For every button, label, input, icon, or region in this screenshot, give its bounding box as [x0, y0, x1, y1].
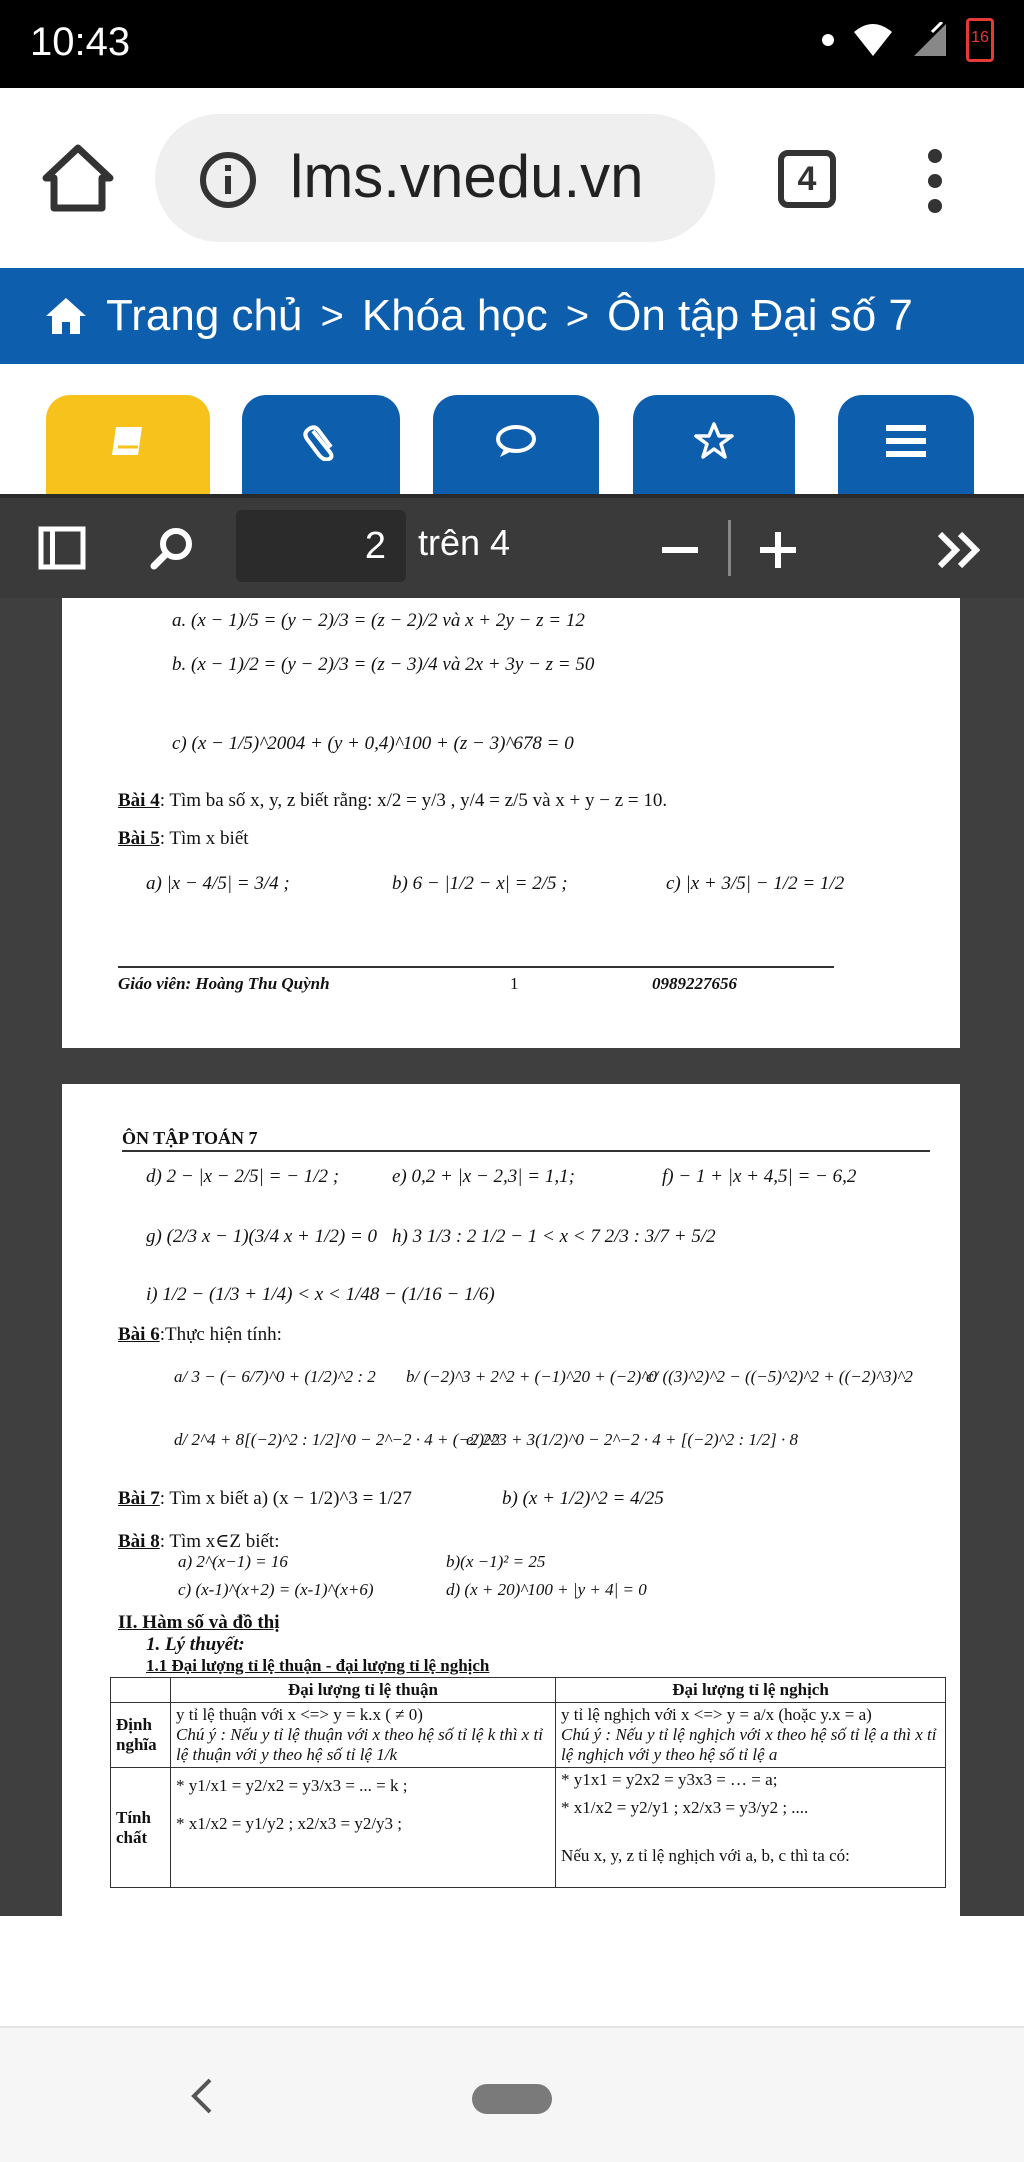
- menu-button[interactable]: [838, 395, 974, 495]
- search-icon[interactable]: [148, 524, 196, 572]
- home-button[interactable]: [40, 140, 116, 216]
- section-title: II. Hàm số và đồ thị: [118, 1612, 280, 1633]
- bai5: [118, 828, 249, 850]
- footer-line: [118, 966, 834, 968]
- info-icon[interactable]: [198, 150, 258, 210]
- bai6-label: Bài 6: [118, 1324, 160, 1345]
- menu-icon: [884, 421, 928, 461]
- notification-dot-icon: [822, 34, 834, 46]
- bai8-text: : Tìm x∈Z biết:: [159, 1531, 280, 1552]
- row-label-properties: Tính chất: [111, 1768, 171, 1888]
- status-icons: [822, 18, 994, 62]
- more-tools-icon[interactable]: [936, 530, 984, 570]
- bai6: [118, 1324, 282, 1346]
- properties-inverse-2: * x1/x2 = y2/y1 ; x2/x3 = y3/y2 ; ....: [561, 1798, 809, 1817]
- url-text[interactable]: lms.vnedu.vn: [290, 143, 644, 210]
- bai6-a: a/ 3 − (− 6/7)^0 + (1/2)^2 : 2: [174, 1367, 376, 1386]
- proportion-table: [110, 1677, 946, 1888]
- battery-level: 16: [971, 29, 989, 46]
- bai8-b: b)(x −1)² = 25: [446, 1552, 546, 1571]
- footer-phone: 0989227656: [652, 974, 737, 993]
- footer-teacher: Giáo viên: Hoàng Thu Quỳnh: [118, 974, 330, 993]
- bai7-text: : Tìm x biết a) (x − 1/2)^3 = 1/27: [159, 1488, 412, 1509]
- page-header: ÔN TẬP TOÁN 7: [122, 1128, 258, 1148]
- bai7-label: Bài 7: [118, 1488, 160, 1509]
- footer-page-number: 1: [510, 974, 519, 993]
- toolbar-divider: [728, 520, 731, 576]
- pdf-viewer[interactable]: [0, 598, 1024, 1916]
- page-footer-area: [0, 1916, 1024, 2026]
- problem-d: d) 2 − |x − 2/5| = − 1/2 ;: [146, 1166, 340, 1187]
- page-number-input[interactable]: 2: [236, 510, 406, 582]
- breadcrumb-home[interactable]: Trang chủ: [106, 291, 303, 340]
- signal-icon: [912, 22, 948, 58]
- zoom-in-icon[interactable]: [758, 530, 798, 570]
- chat-icon: [494, 421, 538, 461]
- definition-inverse: [556, 1703, 946, 1768]
- properties-direct-2: * x1/x2 = y1/y2 ; x2/x3 = y2/y3 ;: [176, 1814, 403, 1833]
- book-button[interactable]: [46, 395, 210, 495]
- breadcrumb-separator: >: [565, 293, 590, 338]
- table-header-direct: Đại lượng tỉ lệ thuận: [171, 1678, 556, 1703]
- chat-button[interactable]: [433, 395, 599, 495]
- breadcrumb-separator: >: [320, 293, 344, 338]
- bai7: [118, 1488, 412, 1510]
- properties-inverse-1: * y1x1 = y2x2 = y3x3 = … = a;: [561, 1770, 778, 1789]
- problem-i: i) 1/2 − (1/3 + 1/4) < x < 1/48 − (1/16 − 1/6): [146, 1284, 495, 1305]
- problem-c: c) (x − 1/5)^2004 + (y + 0,4)^100 + (z − 3)^678 = 0: [172, 733, 574, 754]
- bai8-label: Bài 8: [118, 1531, 160, 1552]
- problem-f: f) − 1 + |x + 4,5| = − 6,2: [662, 1166, 857, 1187]
- definition-direct-note: Chú ý : Nếu y tỉ lệ thuận với x theo hệ số tỉ lệ k thì x tỉ lệ thuận với y theo hệ số tỉ lệ 1/k: [176, 1725, 543, 1764]
- bai6-e: e/ 2^3 + 3(1/2)^0 − 2^−2 · 4 + [(−2)^2 : 1/2] · 8: [466, 1430, 799, 1449]
- definition-direct: [171, 1703, 556, 1768]
- bai6-text: :Thực hiện tính:: [159, 1324, 282, 1345]
- bai6-c: c/ ((3)^2)^2 − ((−5)^2)^2 + ((−2)^3)^2: [646, 1367, 913, 1386]
- bai5-label: Bài 5: [118, 828, 160, 849]
- properties-direct: [171, 1768, 556, 1888]
- bai8-c: c) (x-1)^(x+2) = (x-1)^(x+6): [178, 1580, 374, 1599]
- subsubsection-title: 1.1 Đại lượng tỉ lệ thuận - đại lượng tỉ lệ nghịch: [146, 1656, 490, 1675]
- tab-switcher-button[interactable]: 4: [778, 150, 836, 208]
- book-icon: [108, 421, 148, 461]
- attachment-button[interactable]: [242, 395, 400, 495]
- breadcrumb-current: Ôn tập Đại số 7: [607, 291, 913, 340]
- clock: 10:43: [30, 20, 131, 64]
- properties-inverse-3: Nếu x, y, z tỉ lệ nghịch với a, b, c thì ta có:: [561, 1846, 850, 1865]
- problem-e: e) 0,2 + |x − 2,3| = 1,1;: [392, 1166, 575, 1187]
- bai4-text: : Tìm ba số x, y, z biết rằng: x/2 = y/3 , y/4 = z/5 và x + y − z = 10.: [159, 790, 668, 811]
- problem-b: b. (x − 1)/2 = (y − 2)/3 = (z − 3)/4 và 2x + 3y − z = 50: [172, 654, 595, 675]
- wifi-icon: [852, 22, 894, 58]
- subsection-title: 1. Lý thuyết:: [146, 1634, 245, 1655]
- page-total: trên 4: [418, 522, 511, 563]
- problem-g: g) (2/3 x − 1)(3/4 x + 1/2) = 0: [146, 1226, 378, 1247]
- bai8-a: a) 2^(x−1) = 16: [178, 1552, 288, 1571]
- properties-inverse: [556, 1768, 946, 1888]
- home-pill[interactable]: [472, 2084, 552, 2114]
- bai6-d: d/ 2^4 + 8[(−2)^2 : 1/2]^0 − 2^−2 · 4 + (−2)^2: [174, 1430, 500, 1449]
- star-icon: [693, 421, 735, 461]
- zoom-out-icon[interactable]: [660, 530, 700, 570]
- definition-inverse-main: y tỉ lệ nghịch với x <=> y = a/x (hoặc y.x = a): [561, 1705, 872, 1724]
- overflow-menu-icon[interactable]: [920, 146, 950, 216]
- bai4-label: Bài 4: [118, 790, 160, 811]
- bai8-d: d) (x + 20)^100 + |y + 4| = 0: [446, 1580, 647, 1599]
- row-label-definition: Định nghĩa: [111, 1703, 171, 1768]
- system-nav-bar: [0, 2026, 1024, 2162]
- pdf-toolbar: [0, 494, 1024, 598]
- sidebar-toggle-icon[interactable]: [38, 524, 86, 572]
- breadcrumb: [0, 268, 1024, 364]
- definition-inverse-note: Chú ý : Nếu y tỉ lệ nghịch với x theo hệ số tỉ lệ a thì x tỉ lệ nghịch với y theo hệ số tỉ lệ a: [561, 1725, 937, 1764]
- bai4: [118, 790, 667, 812]
- table-header-inverse: Đại lượng tỉ lệ nghịch: [556, 1678, 946, 1703]
- home-icon[interactable]: [44, 296, 88, 336]
- bai6-b: b/ (−2)^3 + 2^2 + (−1)^20 + (−2)^0: [406, 1367, 657, 1386]
- bai5-text: : Tìm x biết: [159, 828, 249, 849]
- favorite-button[interactable]: [633, 395, 795, 495]
- back-icon[interactable]: [188, 2076, 216, 2116]
- table-corner: [111, 1678, 171, 1703]
- problem-h: h) 3 1/3 : 2 1/2 − 1 < x < 7 2/3 : 3/7 + 5/2: [392, 1226, 716, 1247]
- status-bar: [0, 0, 1024, 88]
- properties-direct-1: * y1/x1 = y2/x2 = y3/x3 = ... = k ;: [176, 1776, 408, 1795]
- header-line: [122, 1150, 930, 1152]
- pdf-page-2: [62, 1084, 960, 1916]
- definition-direct-main: y tỉ lệ thuận với x <=> y = k.x ( ≠ 0): [176, 1705, 423, 1724]
- breadcrumb-course[interactable]: Khóa học: [361, 291, 548, 340]
- pdf-page-1: [62, 598, 960, 1048]
- bai5-a: a) |x − 4/5| = 3/4 ;: [146, 873, 290, 894]
- paperclip-icon: [301, 421, 341, 461]
- problem-a: a. (x − 1)/5 = (y − 2)/3 = (z − 2)/2 và x + 2y − z = 12: [172, 610, 585, 631]
- battery-icon: [966, 18, 994, 62]
- bai7-b: b) (x + 1/2)^2 = 4/25: [502, 1488, 664, 1509]
- bai5-b: b) 6 − |1/2 − x| = 2/5 ;: [392, 873, 568, 894]
- bai8: [118, 1530, 280, 1553]
- bai5-c: c) |x + 3/5| − 1/2 = 1/2: [666, 873, 845, 894]
